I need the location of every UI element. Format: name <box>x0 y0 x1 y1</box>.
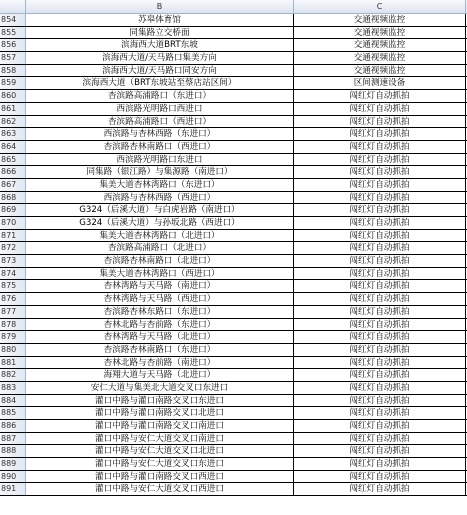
select-all-corner[interactable] <box>0 0 26 13</box>
row-number[interactable]: 872 <box>0 242 26 254</box>
row-number[interactable]: 885 <box>0 407 26 419</box>
table-row <box>0 27 467 40</box>
cell-location[interactable]: G324（后溪大道）与孙坂北路（西进口） <box>26 217 294 229</box>
row-number[interactable]: 866 <box>0 166 26 178</box>
cell-location[interactable]: 杏滨路高浦路口（西进口） <box>26 116 294 128</box>
row-number[interactable]: 870 <box>0 217 26 229</box>
table-row <box>0 116 467 129</box>
cell-device-type[interactable]: 闯红灯自动抓拍 <box>294 357 466 369</box>
row-number[interactable]: 883 <box>0 382 26 394</box>
cell-location[interactable]: 西滨路光明路口西进口 <box>26 103 294 115</box>
table-row <box>0 280 467 293</box>
row-number[interactable]: 886 <box>0 420 26 432</box>
table-row <box>0 141 467 154</box>
table-row <box>0 52 467 65</box>
cell-location[interactable]: 苏皋体育馆 <box>26 14 294 26</box>
cell-location[interactable]: 滨海西大道（BRT东坡站至蔡店站区间） <box>26 77 294 89</box>
cell-device-type[interactable]: 闯红灯自动抓拍 <box>294 141 466 153</box>
cell-device-type[interactable]: 闯红灯自动抓拍 <box>294 192 466 204</box>
table-row <box>0 65 467 78</box>
cell-location[interactable]: 灌口中路与安仁大道交叉口南进口 <box>26 433 294 445</box>
cell-device-type[interactable]: 闯红灯自动抓拍 <box>294 471 466 483</box>
cell-location[interactable]: 滨海西大道BRT东坡 <box>26 39 294 51</box>
column-header-b[interactable]: B <box>26 0 294 13</box>
row-number[interactable]: 858 <box>0 65 26 77</box>
table-row <box>0 166 467 179</box>
table-row <box>0 420 467 433</box>
cell-device-type[interactable]: 闯红灯自动抓拍 <box>294 217 466 229</box>
cell-device-type[interactable]: 闯红灯自动抓拍 <box>294 255 466 267</box>
table-row <box>0 204 467 217</box>
cell-location[interactable]: 滨海西大道/天马路口集美方向 <box>26 52 294 64</box>
cell-device-type[interactable]: 闯红灯自动抓拍 <box>294 293 466 305</box>
cell-location[interactable]: 杏林湾路与天马路（北进口） <box>26 331 294 343</box>
table-row <box>0 103 467 116</box>
table-row <box>0 369 467 382</box>
row-number[interactable]: 868 <box>0 192 26 204</box>
row-number[interactable]: 860 <box>0 90 26 102</box>
row-number[interactable]: 862 <box>0 116 26 128</box>
cell-location[interactable]: 同集路（银江路）与集源路（南进口） <box>26 166 294 178</box>
row-number[interactable]: 878 <box>0 319 26 331</box>
cell-device-type[interactable]: 闯红灯自动抓拍 <box>294 268 466 280</box>
cell-location[interactable]: 同集路立交桥面 <box>26 27 294 39</box>
rows-container <box>0 14 467 496</box>
table-row <box>0 154 467 167</box>
row-number[interactable]: 882 <box>0 369 26 381</box>
row-number[interactable]: 856 <box>0 39 26 51</box>
table-row <box>0 39 467 52</box>
column-header-c[interactable]: C <box>294 0 466 13</box>
cell-device-type[interactable]: 交通视频监控 <box>294 39 466 51</box>
table-row <box>0 331 467 344</box>
table-row <box>0 483 467 496</box>
row-number[interactable]: 864 <box>0 141 26 153</box>
cell-location[interactable]: 灌口中路与安仁大道交叉口东进口 <box>26 458 294 470</box>
cell-location[interactable]: 集美大道杏林湾路口（西进口） <box>26 268 294 280</box>
table-row <box>0 306 467 319</box>
cell-device-type[interactable]: 闯红灯自动抓拍 <box>294 344 466 356</box>
table-row <box>0 192 467 205</box>
cell-device-type[interactable]: 闯红灯自动抓拍 <box>294 319 466 331</box>
cell-location[interactable]: 灌口中路与灌口南路交叉口东进口 <box>26 395 294 407</box>
cell-location[interactable]: 杏林湾路与天马路（西进口） <box>26 293 294 305</box>
row-number[interactable]: 863 <box>0 128 26 140</box>
row-number[interactable]: 888 <box>0 445 26 457</box>
row-number[interactable]: 889 <box>0 458 26 470</box>
table-row <box>0 293 467 306</box>
column-header-row <box>0 0 467 14</box>
cell-location[interactable]: 安仁大道与集美北大道交叉口东进口 <box>26 382 294 394</box>
cell-device-type[interactable]: 区间测速设备 <box>294 77 466 89</box>
cell-device-type[interactable]: 闯红灯自动抓拍 <box>294 242 466 254</box>
cell-location[interactable]: 集美大道杏林湾路口（北进口） <box>26 230 294 242</box>
cell-location[interactable]: 灌口中路与灌口南路交叉口北进口 <box>26 407 294 419</box>
cell-location[interactable]: 杏林北路与杏前路（南进口） <box>26 357 294 369</box>
row-number[interactable]: 891 <box>0 483 26 495</box>
row-number[interactable]: 879 <box>0 331 26 343</box>
row-number[interactable]: 854 <box>0 14 26 26</box>
row-number[interactable]: 877 <box>0 306 26 318</box>
table-row <box>0 179 467 192</box>
cell-location[interactable]: 西滨路与杏林西路（西进口） <box>26 192 294 204</box>
cell-location[interactable]: 西滨路与杏林西路（东进口） <box>26 128 294 140</box>
table-row <box>0 230 467 243</box>
cell-device-type[interactable]: 闯红灯自动抓拍 <box>294 280 466 292</box>
row-number[interactable]: 875 <box>0 280 26 292</box>
table-row <box>0 433 467 446</box>
cell-device-type[interactable]: 闯红灯自动抓拍 <box>294 179 466 191</box>
table-row <box>0 90 467 103</box>
cell-device-type[interactable]: 闯红灯自动抓拍 <box>294 103 466 115</box>
row-number[interactable]: 890 <box>0 471 26 483</box>
row-number[interactable]: 871 <box>0 230 26 242</box>
table-row <box>0 77 467 90</box>
table-row <box>0 357 467 370</box>
cell-location[interactable]: 杏滨路高浦路口（北进口） <box>26 242 294 254</box>
row-number[interactable]: 884 <box>0 395 26 407</box>
cell-device-type[interactable]: 闯红灯自动抓拍 <box>294 420 466 432</box>
cell-location[interactable]: 杏林北路与杏前路（东进口） <box>26 319 294 331</box>
cell-location[interactable]: 杏滨路高浦路口（东进口） <box>26 90 294 102</box>
cell-device-type[interactable]: 闯红灯自动抓拍 <box>294 445 466 457</box>
cell-location[interactable]: 灌口中路与安仁大道交叉口北进口 <box>26 445 294 457</box>
table-row <box>0 382 467 395</box>
cell-location[interactable]: 杏林湾路与天马路（南进口） <box>26 280 294 292</box>
row-number[interactable]: 876 <box>0 293 26 305</box>
cell-device-type[interactable]: 闯红灯自动抓拍 <box>294 458 466 470</box>
cell-device-type[interactable]: 闯红灯自动抓拍 <box>294 116 466 128</box>
cell-device-type[interactable]: 闯红灯自动抓拍 <box>294 306 466 318</box>
row-number[interactable]: 861 <box>0 103 26 115</box>
table-row <box>0 407 467 420</box>
cell-location[interactable]: 灌口中路与灌口南路交叉口南进口 <box>26 420 294 432</box>
cell-device-type[interactable]: 闯红灯自动抓拍 <box>294 331 466 343</box>
row-number[interactable]: 857 <box>0 52 26 64</box>
cell-device-type[interactable]: 闯红灯自动抓拍 <box>294 154 466 166</box>
cell-location[interactable]: 杏滨路杏林南路口（北进口） <box>26 255 294 267</box>
row-number[interactable]: 887 <box>0 433 26 445</box>
table-row <box>0 217 467 230</box>
table-row <box>0 319 467 332</box>
cell-location[interactable]: 灌口中路与灌口南路交叉口西进口 <box>26 471 294 483</box>
row-number[interactable]: 881 <box>0 357 26 369</box>
table-row <box>0 445 467 458</box>
cell-location[interactable]: 杏滨路杏林东路口（东进口） <box>26 306 294 318</box>
table-row <box>0 255 467 268</box>
table-row <box>0 14 467 27</box>
cell-device-type[interactable]: 闯红灯自动抓拍 <box>294 90 466 102</box>
row-number[interactable]: 855 <box>0 27 26 39</box>
cell-location[interactable]: 西滨路光明路口东进口 <box>26 154 294 166</box>
table-row <box>0 242 467 255</box>
table-row <box>0 268 467 281</box>
table-row <box>0 458 467 471</box>
table-row <box>0 471 467 484</box>
cell-device-type[interactable]: 闯红灯自动抓拍 <box>294 433 466 445</box>
cell-location[interactable]: G324（后溪大道）与白虎岩路（南进口） <box>26 204 294 216</box>
table-row <box>0 128 467 141</box>
cell-device-type[interactable]: 闯红灯自动抓拍 <box>294 204 466 216</box>
cell-device-type[interactable]: 闯红灯自动抓拍 <box>294 128 466 140</box>
cell-device-type[interactable]: 交通视频监控 <box>294 14 466 26</box>
table-row <box>0 395 467 408</box>
row-number[interactable]: 859 <box>0 77 26 89</box>
cell-device-type[interactable]: 闯红灯自动抓拍 <box>294 483 466 495</box>
cell-device-type[interactable]: 闯红灯自动抓拍 <box>294 166 466 178</box>
row-number[interactable]: 865 <box>0 154 26 166</box>
cell-location[interactable]: 集美大道杏林湾路口（东进口） <box>26 179 294 191</box>
cell-device-type[interactable]: 交通视频监控 <box>294 27 466 39</box>
row-number[interactable]: 867 <box>0 179 26 191</box>
cell-device-type[interactable]: 交通视频监控 <box>294 52 466 64</box>
cell-location[interactable]: 杏滨路杏林南路口（西进口） <box>26 141 294 153</box>
cell-device-type[interactable]: 交通视频监控 <box>294 65 466 77</box>
row-number[interactable]: 869 <box>0 204 26 216</box>
cell-device-type[interactable]: 闯红灯自动抓拍 <box>294 369 466 381</box>
cell-location[interactable]: 海翔大道与天马路（北进口） <box>26 369 294 381</box>
cell-device-type[interactable]: 闯红灯自动抓拍 <box>294 407 466 419</box>
cell-device-type[interactable]: 闯红灯自动抓拍 <box>294 382 466 394</box>
cell-device-type[interactable]: 闯红灯自动抓拍 <box>294 230 466 242</box>
cell-device-type[interactable]: 闯红灯自动抓拍 <box>294 395 466 407</box>
table-row <box>0 344 467 357</box>
cell-location[interactable]: 灌口中路与安仁大道交叉口西进口 <box>26 483 294 495</box>
row-number[interactable]: 873 <box>0 255 26 267</box>
cell-location[interactable]: 滨海西大道/天马路口同安方向 <box>26 65 294 77</box>
row-number[interactable]: 880 <box>0 344 26 356</box>
cell-location[interactable]: 杏滨路杏林南路口（东进口） <box>26 344 294 356</box>
row-number[interactable]: 874 <box>0 268 26 280</box>
